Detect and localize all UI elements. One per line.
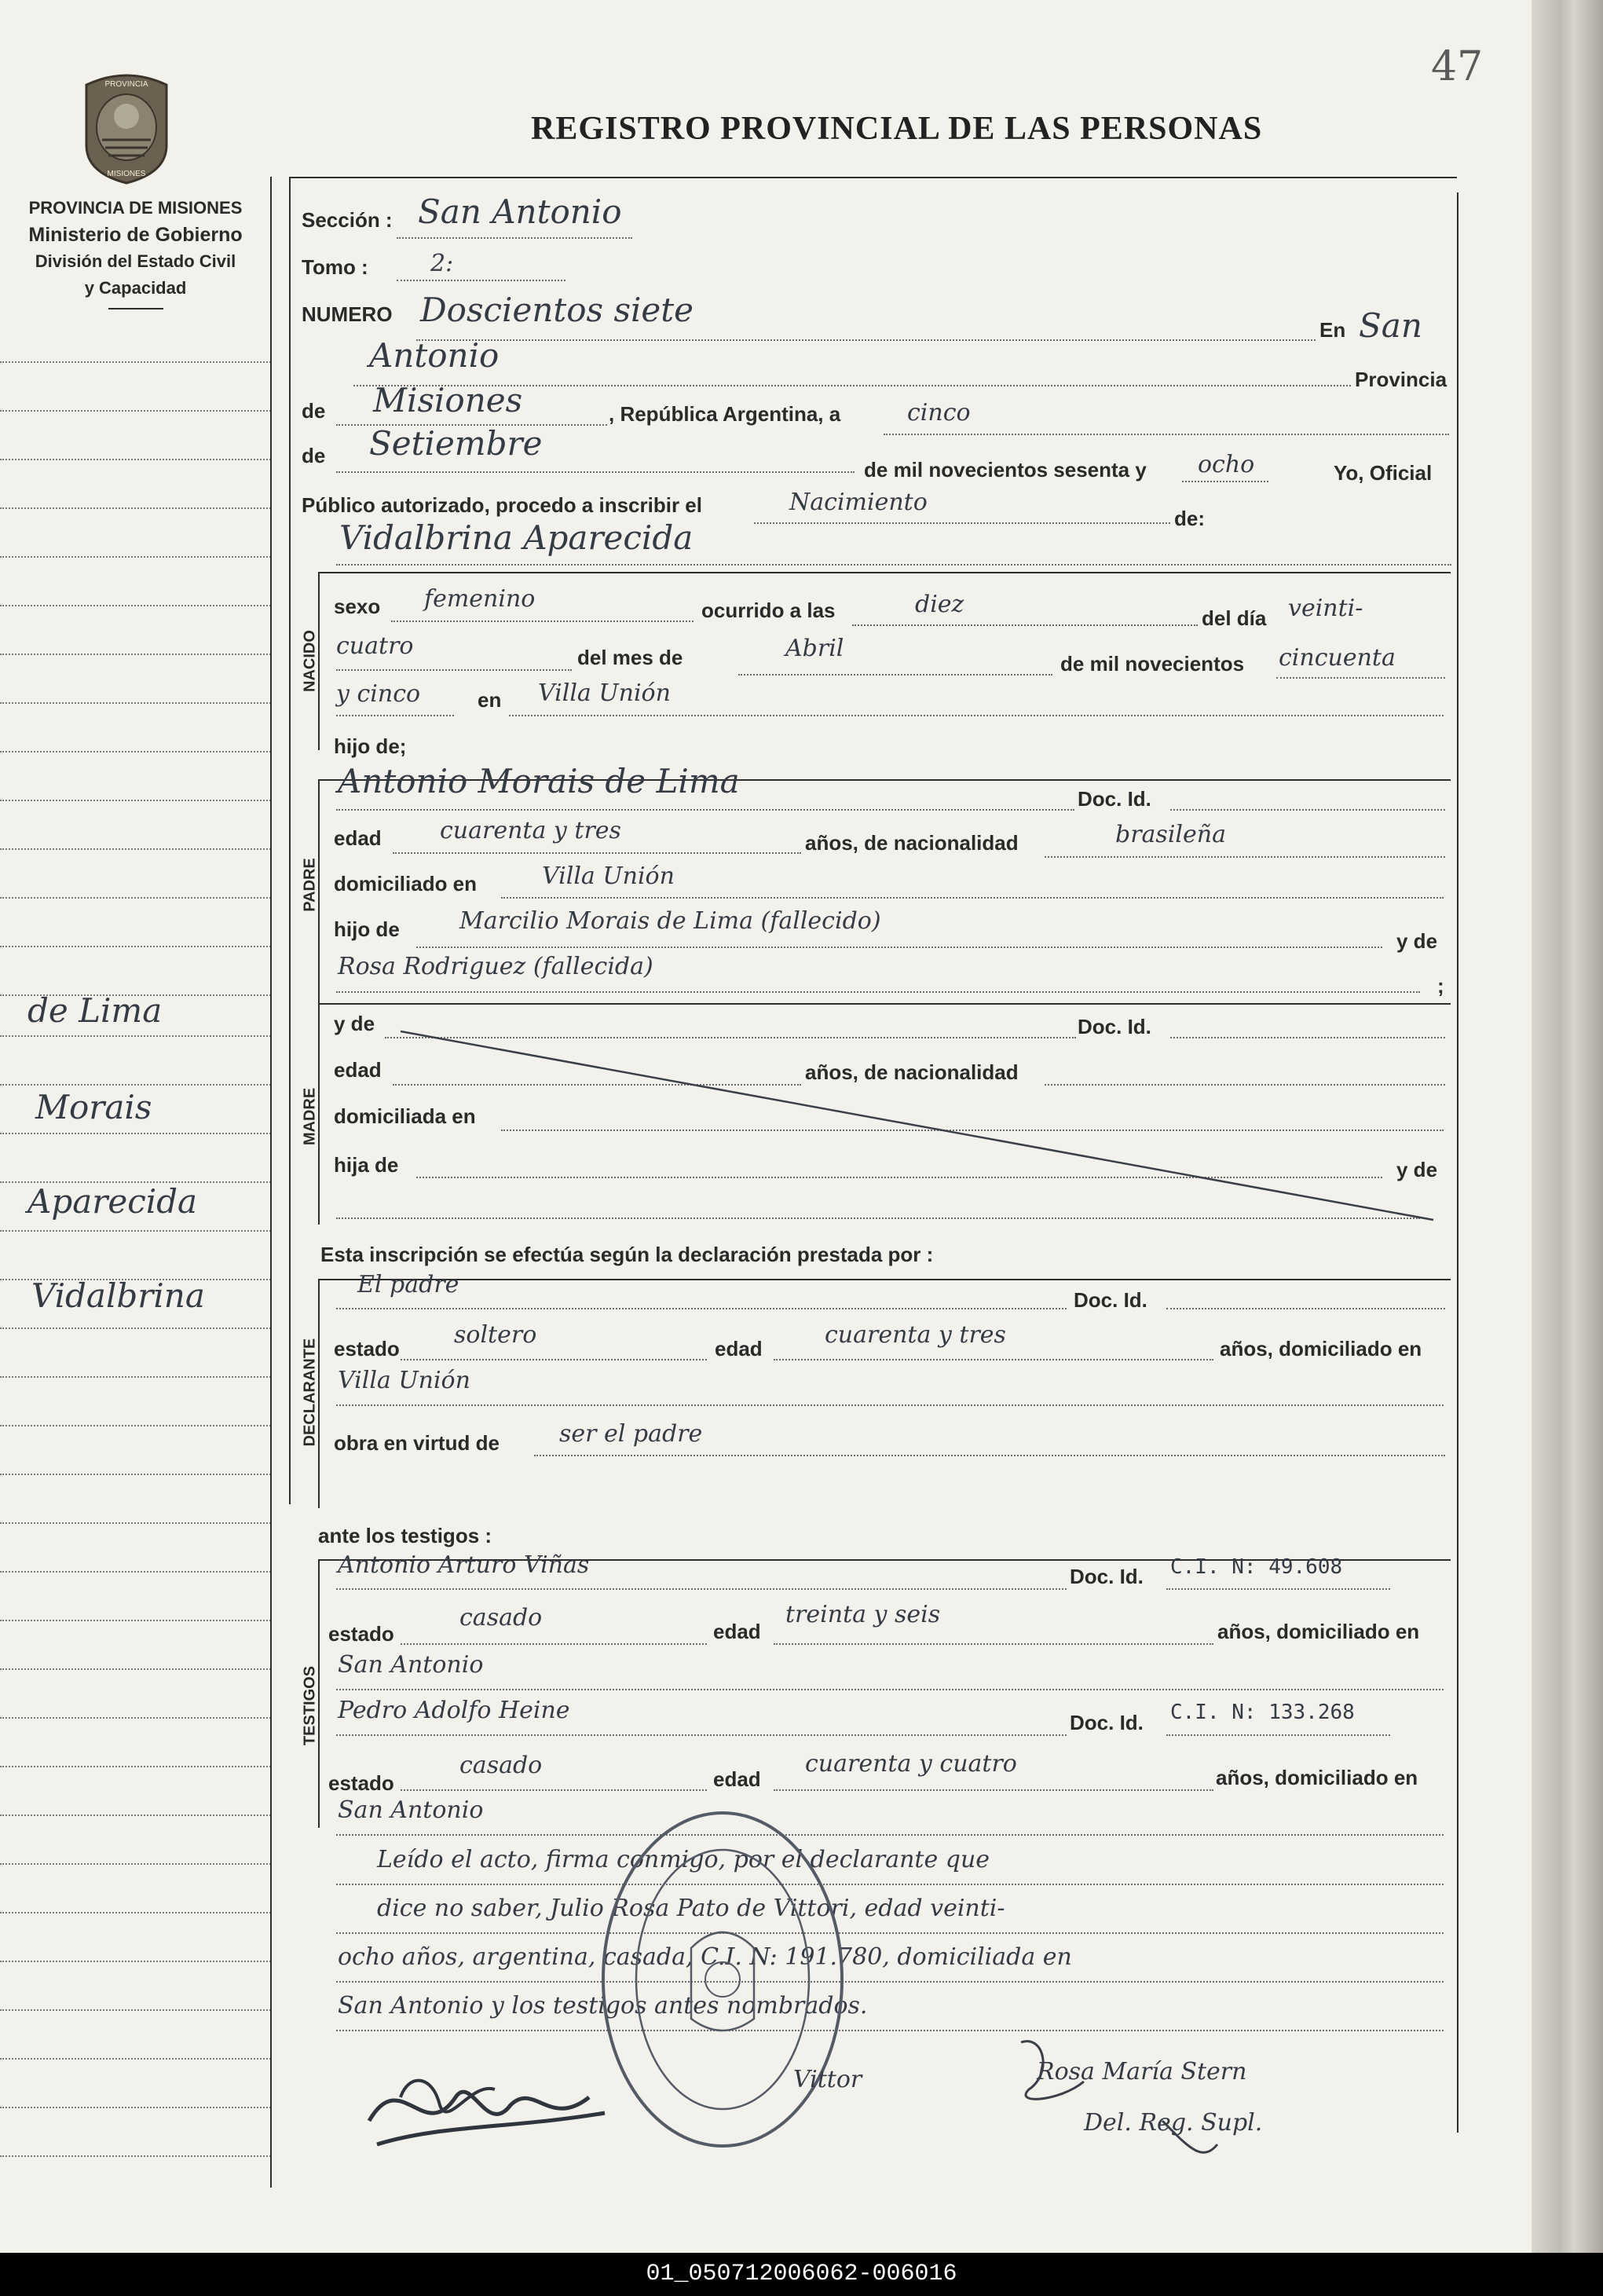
field-dia: cinco (907, 399, 971, 427)
field-t2-estado: casado (459, 1752, 543, 1779)
field-t1-edad: treinta y seis (785, 1601, 941, 1628)
closing-line-2: dice no saber, Julio Rosa Pato de Vittori, edad veinti- (377, 1895, 1005, 1922)
margin-note-2: Morais (35, 1088, 152, 1126)
label-padre-y-de: y de (1396, 929, 1438, 953)
field-testigo2: Pedro Adolfo Heine (338, 1697, 570, 1724)
section-label-padre: PADRE (301, 858, 319, 912)
label-ante-testigos: ante los testigos : (318, 1524, 492, 1547)
signature-title: Del. Reg. Supl. (1084, 2109, 1263, 2137)
label-tomo: Tomo : (302, 255, 368, 279)
field-lugar-b: Antonio (369, 336, 500, 375)
field-nombre: Vidalbrina Aparecida (339, 518, 694, 557)
label-semicolon: ; (1437, 974, 1444, 998)
label-de-colon: de: (1174, 507, 1205, 530)
issuer-division: División del Estado Civil (35, 251, 236, 271)
field-mes-nac: Abril (785, 635, 844, 662)
label-padre-doc: Doc. Id. (1078, 787, 1151, 811)
field-numero: Doscientos siete (420, 291, 694, 329)
signature-vittor: Vittor (793, 2066, 862, 2093)
label-madre-doc: Doc. Id. (1078, 1015, 1151, 1038)
label-padre-edad: edad (334, 826, 382, 850)
label-t1-edad: edad (713, 1620, 761, 1643)
province-emblem-icon (79, 71, 174, 185)
margin-note-3: Aparecida (27, 1182, 198, 1221)
label-testigo2-doc: Doc. Id. (1070, 1711, 1144, 1734)
signature-flourish (997, 2027, 1390, 2168)
signature-stern: Rosa María Stern (1037, 2058, 1247, 2085)
label-ocurrido: ocurrido a las (701, 599, 836, 622)
label-declarante-doc: Doc. Id. (1074, 1288, 1147, 1312)
label-madre-nac: años, de nacionalidad (805, 1060, 1019, 1084)
emblem-text-bottom: MISIONES (107, 170, 146, 178)
label-de-2: de (302, 444, 326, 467)
margin-note-4: Vidalbrina (31, 1276, 205, 1315)
label-publico: Público autorizado, procedo a inscribir el (302, 493, 702, 517)
field-decl-domicilio: Villa Unión (338, 1367, 470, 1394)
issuer-division-2: y Capacidad (84, 278, 187, 298)
field-t1-domicilio: San Antonio (338, 1651, 484, 1679)
label-mil-sesenta: de mil novecientos sesenta y (864, 458, 1147, 482)
label-t2-anos: años, domiciliado en (1216, 1766, 1418, 1789)
field-t1-estado: casado (459, 1604, 543, 1631)
field-mes: Setiembre (369, 424, 543, 463)
signature-left (353, 2050, 620, 2160)
label-madre-y-de-2: y de (1396, 1158, 1438, 1181)
label-madre-y-de: y de (334, 1012, 375, 1035)
official-stamp-icon (597, 1807, 848, 2152)
label-t2-edad: edad (713, 1767, 761, 1791)
field-testigo1-doc: C.I. N: 49.608 (1170, 1555, 1343, 1579)
section-label-madre: MADRE (301, 1087, 319, 1146)
emblem-text-top: PROVINCIA (104, 80, 148, 89)
issuer-province: PROVINCIA DE MISIONES (28, 198, 243, 218)
section-declarante (318, 1279, 1451, 1508)
field-testigo1: Antonio Arturo Viñas (338, 1551, 590, 1579)
closing-line-3: ocho años, argentina, casada, C.I. N: 191.780, domiciliada en (338, 1943, 1072, 1971)
label-padre-domicilio: domiciliado en (334, 872, 478, 895)
label-decl-edad: edad (715, 1337, 763, 1360)
label-en-lugar: en (478, 688, 502, 712)
madre-cancel-stroke (401, 1027, 1437, 1224)
register-title: REGISTRO PROVINCIAL DE LAS PERSONAS (531, 111, 1263, 147)
field-decl-obra: ser el padre (559, 1420, 703, 1448)
field-anio-nac-b: y cinco (336, 680, 421, 708)
field-provincia: Misiones (373, 381, 523, 419)
label-decl-estado: estado (334, 1337, 400, 1360)
margin-note-1: de Lima (27, 991, 163, 1030)
section-label-testigos: TESTIGOS (301, 1665, 319, 1746)
field-acto: Nacimiento (789, 489, 928, 516)
label-padre-hijo-de: hijo de (334, 917, 400, 941)
field-t2-domicilio: San Antonio (338, 1796, 484, 1824)
section-label-nacido: NACIDO (301, 630, 319, 692)
field-padre-nombre: Antonio Morais de Lima (338, 762, 740, 800)
label-del-mes: del mes de (577, 646, 683, 669)
section-label-declarante: DECLARANTE (301, 1338, 319, 1447)
label-provincia: Provincia (1355, 368, 1447, 391)
page-number: 47 (1431, 43, 1484, 90)
field-tomo: 2: (430, 250, 454, 277)
field-seccion: San Antonio (418, 192, 622, 231)
field-padre-hijo-de: Marcilio Morais de Lima (fallecido) (459, 907, 881, 935)
field-lugar-nac: Villa Unión (538, 679, 671, 707)
label-hijo-de: hijo de; (334, 734, 407, 758)
form-right-rule (1457, 192, 1458, 2133)
margin-rule (270, 177, 272, 2188)
label-t2-estado: estado (328, 1771, 394, 1795)
field-decl-estado: soltero (454, 1321, 537, 1349)
field-padre-y-de: Rosa Rodriguez (fallecida) (338, 953, 653, 980)
field-declarante: El padre (357, 1271, 459, 1298)
issuer-ministry: Ministerio de Gobierno (28, 224, 243, 246)
label-madre-edad: edad (334, 1058, 382, 1082)
field-lugar-a: San (1359, 306, 1422, 345)
field-padre-domicilio: Villa Unión (542, 862, 675, 890)
label-madre-domicilio: domiciliada en (334, 1104, 476, 1128)
label-testigo1-doc: Doc. Id. (1070, 1565, 1144, 1588)
issuer-divider (108, 308, 163, 309)
label-de-mil-novecientos: de mil novecientos (1060, 652, 1245, 676)
field-anio: ocho (1198, 451, 1255, 478)
issuer-block (0, 195, 271, 309)
label-sexo: sexo (334, 595, 381, 618)
label-decl-anos: años, domiciliado en (1220, 1337, 1422, 1360)
label-obra: obra en virtud de (334, 1431, 500, 1455)
label-madre-hija-de: hija de (334, 1153, 399, 1177)
label-t1-estado: estado (328, 1622, 394, 1646)
field-dia-nac-a: veinti- (1288, 595, 1363, 622)
label-t1-anos: años, domiciliado en (1217, 1620, 1420, 1643)
form-top-rule (289, 177, 1457, 178)
label-padre-nac: años, de nacionalidad (805, 831, 1019, 855)
form-left-rule (289, 177, 291, 1504)
label-republica: , República Argentina, a (609, 402, 841, 426)
field-testigo2-doc: C.I. N: 133.268 (1170, 1701, 1355, 1724)
field-hora: diez (915, 591, 964, 618)
field-padre-nac: brasileña (1115, 821, 1226, 848)
book-page-edge (1532, 0, 1603, 2253)
label-del-dia: del día (1202, 606, 1267, 630)
scan-footer: 01_050712006062-006016 (0, 2253, 1603, 2296)
field-anio-nac-a: cincuenta (1279, 644, 1396, 672)
label-yo-oficial: Yo, Oficial (1334, 461, 1433, 485)
label-de-1: de (302, 399, 326, 423)
label-numero: NUMERO (302, 302, 393, 326)
field-padre-edad: cuarenta y tres (440, 817, 621, 844)
closing-line-1: Leído el acto, firma conmigo, por el declarante que (377, 1846, 990, 1873)
label-seccion: Sección : (302, 208, 393, 232)
field-dia-nac-b: cuatro (336, 632, 414, 660)
label-inscripcion: Esta inscripción se efectúa según la declaración prestada por : (320, 1243, 934, 1266)
field-sexo: femenino (424, 585, 536, 613)
field-t2-edad: cuarenta y cuatro (805, 1750, 1017, 1778)
field-decl-edad: cuarenta y tres (825, 1321, 1006, 1349)
label-en: En (1319, 318, 1346, 342)
closing-line-4: San Antonio y los testigos antes nombrados. (338, 1992, 868, 2020)
